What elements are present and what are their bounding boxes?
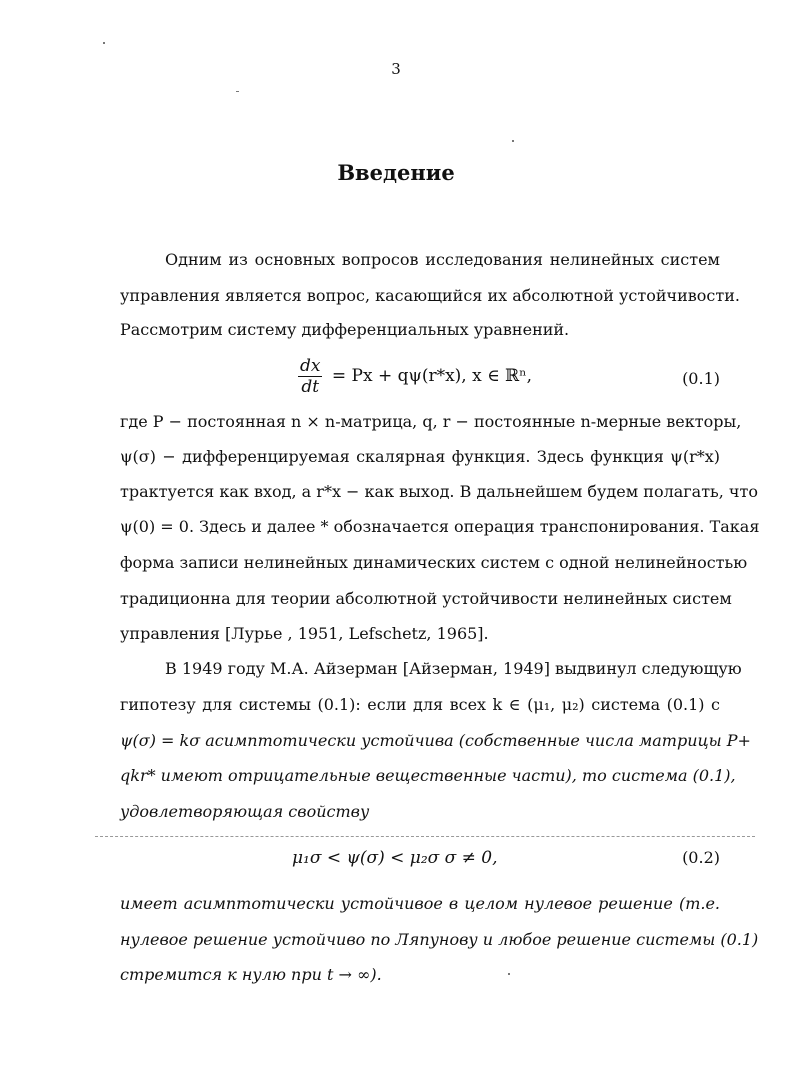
fraction-denominator: dt <box>301 377 320 397</box>
text-line: нулевое решение устойчиво по Ляпунову и любое решение системы (0.1) <box>120 930 759 949</box>
text-line: гипотезу для системы (0.1): если для всех k ∈ (μ₁, μ₂) система (0.1) с <box>120 695 720 714</box>
scan-speck <box>103 42 105 44</box>
scan-artifact-dashes <box>95 836 755 839</box>
text-line: В 1949 году М.А. Айзерман [Айзерман, 1949] выдвинул следующую <box>165 659 742 678</box>
equation-0-2: μ₁σ < ψ(σ) < μ₂σ σ ≠ 0, <box>292 848 498 868</box>
text-line: управления является вопрос, касающийся их абсолютной устойчивости. <box>120 286 740 305</box>
equation-0-1 <box>298 356 532 397</box>
text-line: удовлетворяющая свойству <box>120 802 370 821</box>
scan-speck <box>236 91 239 92</box>
page-number: 3 <box>391 60 401 78</box>
text-line: Одним из основных вопросов исследования нелинейных систем <box>165 250 720 269</box>
text-line: где P − постоянная n × n-матрица, q, r − постоянные n-мерные векторы, <box>120 412 742 431</box>
text-line: ψ(0) = 0. Здесь и далее * обозначается операция транспонирования. Такая <box>120 517 760 536</box>
equation-number: (0.2) <box>682 848 720 867</box>
text-line: традиционна для теории абсолютной устойчивости нелинейных систем <box>120 589 732 608</box>
derivative-fraction <box>298 356 322 397</box>
fraction-numerator: dx <box>300 356 321 376</box>
text-line: qkr* имеют отрицательные вещественные части), то система (0.1), <box>120 766 736 785</box>
text-line: управления [Лурье , 1951, Lefschetz, 1965]. <box>120 624 489 643</box>
scan-speck <box>512 140 514 142</box>
text-line: форма записи нелинейных динамических систем с одной нелинейностью <box>120 553 748 572</box>
text-line: ψ(σ) − дифференцируемая скалярная функция. Здесь функция ψ(r*x) <box>120 447 720 466</box>
text-line: ψ(σ) = kσ асимптотически устойчива (собственные числа матрицы P+ <box>120 731 751 750</box>
text-line: имеет асимптотически устойчивое в целом нулевое решение (т.е. <box>120 894 720 913</box>
equation-rhs: = Px + qψ(r*x), x ∈ ℝⁿ, <box>331 366 532 386</box>
text-line: трактуется как вход, а r*x − как выход. В дальнейшем будем полагать, что <box>120 482 758 501</box>
page-title: Введение <box>337 160 455 185</box>
equation-number: (0.1) <box>682 369 720 388</box>
text-line: стремится к нулю при t → ∞). <box>120 965 382 984</box>
text-line: Рассмотрим систему дифференциальных уравнений. <box>120 320 570 339</box>
